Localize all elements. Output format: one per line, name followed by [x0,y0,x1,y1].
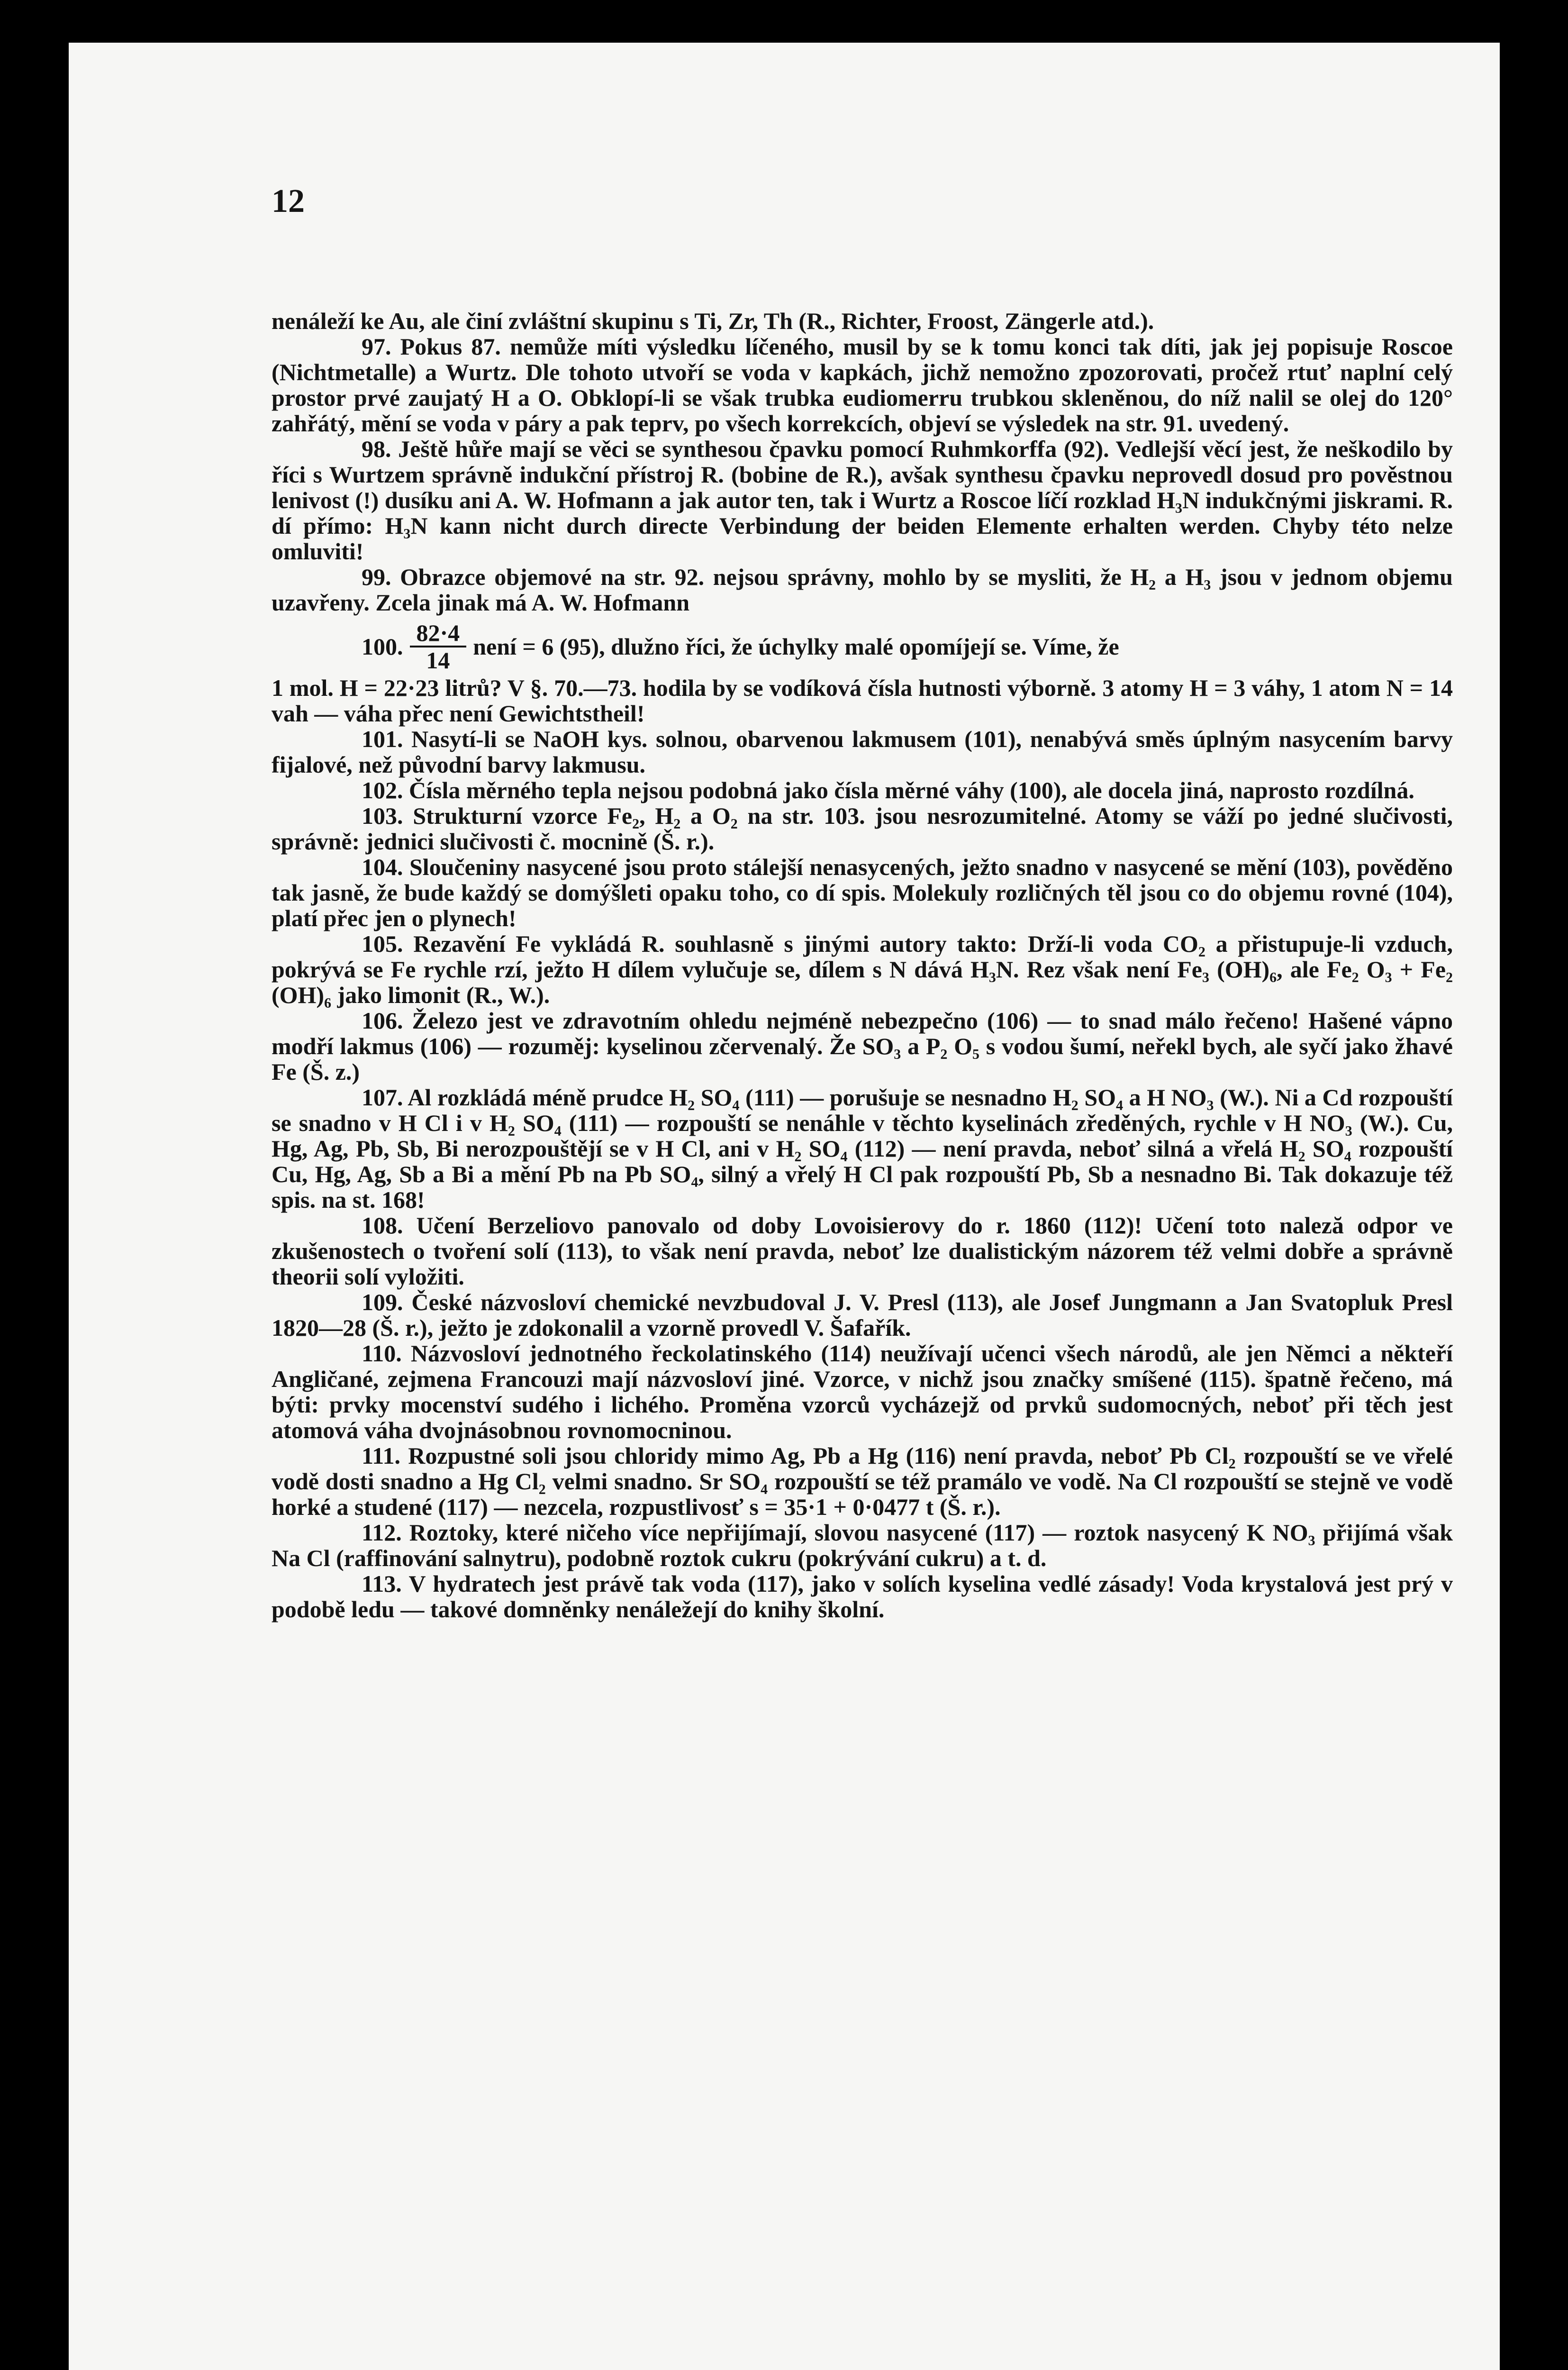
paragraph-100-number: 100. [362,633,403,660]
page-content [272,185,1453,2370]
fraction-denominator: 14 [426,647,450,674]
paragraph-105: 105. Rezavění Fe vykládá R. souhlasně s jinými autory takto: Drží-li voda CO₂ a přistupuje-li vzduch, pokrývá se Fe rychle rzí, ježto H dílem vylučuje se, dílem s N dává H₃N. Rez však není Fe₃ (OH)₆, ale Fe₂ O₃ + Fe₂ (OH)₆ jako limonit (R., W.). [272,930,1453,1008]
paragraph-106: 106. Železo jest ve zdravotním ohledu nejméně nebezpečno (106) — to snad málo řečeno! Hašené vápno modří lakmus (106) — rozuměj: kyselinou zčervenalý. Že SO₃ a P₂ O₅ s vodou šumí, neřekl bych, ale syčí jako žhavé Fe (Š. z.) [272,1007,1453,1085]
fraction [410,620,467,673]
fraction-numerator: 82·4 [410,620,467,647]
paragraph-continued: nenáleží ke Au, ale činí zvláštní skupinu s Ti, Zr, Th (R., Richter, Froost, Zängerle atd.). [272,308,1154,334]
paragraph-112: 112. Roztoky, které ničeho více nepřijímají, slovou nasycené (117) — roztok nasycený K NO₃ přijímá však Na Cl (raffinování salnytru), podobně roztok cukru (pokrývání cukru) a t. d. [272,1519,1453,1571]
paragraph-108: 108. Učení Berzeliovo panovalo od doby Lovoisierovy do r. 1860 (112)! Učení toto naleză odpor ve zkušenostech o tvoření solí (113), to však není pravda, neboť lze dualistickým názorem též velmi dobře a správně theorii solí vyložiti. [272,1212,1453,1290]
page-number: 12 [272,185,305,219]
paragraph-97: 97. Pokus 87. nemůže míti výsledku líčeného, musil by se k tomu konci tak díti, jak jej popisuje Roscoe (Nichtmetalle) a Wurtz. Dle tohoto utvoří se voda v kapkách, jichž nemožno zpozorovati, pročež rtuť naplní celý prostor prvé zaujatý H a O. Obklopí-li se však trubka eudiomerru trubkou skleněnou, do níž nalil se olej do 120° zahřátý, mění se voda v páry a pak teprv, po všech korrekcích, objeví se výsledek na str. 91. uvedený. [272,333,1453,437]
scanned-page [69,43,1500,2370]
paragraph-103: 103. Strukturní vzorce Fe₂, H₂ a O₂ na str. 103. jsou nesrozumitelné. Atomy se váží po jedné slučivosti, správně: jednici slučivosti č. mocnině (Š. r.). [272,802,1453,855]
paragraph-100-text: není = 6 (95), dlužno říci, že úchylky malé opomíjejí se. Víme, že [473,633,1119,660]
paragraph-100-fraction-line [272,620,1453,673]
paragraph-107: 107. Al rozkládá méně prudce H₂ SO₄ (111) — porušuje se nesnadno H₂ SO₄ a H NO₃ (W.). Ni a Cd rozpouští se snadno v H Cl i v H₂ SO₄ (111) — rozpouští se nenáhle v těchto kyselinách zředěných, rychle v H NO₃ (W.). Cu, Hg, Ag, Pb, Sb, Bi nerozpouštějí se v H Cl, ani v H₂ SO₄ (112) — není pravda, neboť silná a vřelá H₂ SO₄ rozpouští Cu, Hg, Ag, Sb a Bi a mění Pb na Pb SO₄, silný a vřelý H Cl pak rozpouští Pb, Sb a nesnadno Bi. Tak dokazuje též spis. na st. 168! [272,1084,1453,1213]
paragraph-98: 98. Ještě hůře mají se věci se synthesou čpavku pomocí Ruhmkorffa (92). Vedlejší věcí jest, že neškodilo by říci s Wurtzem správně indukční přístroj R. (bobine de R.), avšak synthesu čpavku neprovedl dosud pro pověstnou lenivost (!) dusíku ani A. W. Hofmann a jak autor ten, tak i Wurtz a Roscoe líčí rozklad H₃N indukčnými jiskrami. R. dí přímo: H₃N kann nicht durch directe Verbindung der beiden Elemente erhalten werden. Chyby této nelze omluviti! [272,436,1453,565]
paragraph-111: 111. Rozpustné soli jsou chloridy mimo Ag, Pb a Hg (116) není pravda, neboť Pb Cl₂ rozpouští se ve vřelé vodě dosti snadno a Hg Cl₂ velmi snadno. Sr SO₄ rozpouští se též pramálo ve vodě. Na Cl rozpouští se stejně ve vodě horké a studené (117) — nezcela, rozpustlivosť s = 35·1 + 0·0477 t (Š. r.). [272,1442,1453,1520]
paragraph-110: 110. Názvosloví jednotného řeckolatinského (114) neužívají učenci všech národů, ale jen Němci a někteří Angličané, zejmena Francouzi mají názvosloví jiné. Vzorce, v nichž jsou značky smíšené (115). špatně řečeno, má býti: prvky mocenství sudého i lichého. Proměna vzorců vycházejž od prvků sudomocných, neboť při těch jest atomová váha dvojnásobnou rovnomocninou. [272,1340,1453,1443]
paragraph-102: 102. Čísla měrného tepla nejsou podobná jako čísla měrné váhy (100), ale docela jiná, naprosto rozdílná. [362,777,1414,803]
paragraph-109: 109. České názvosloví chemické nevzbudoval J. V. Presl (113), ale Josef Jungmann a Jan Svatopluk Presl 1820—28 (Š. r.), ježto je zdokonalil a vzorně provedl V. Šafařík. [272,1289,1453,1341]
paragraph-104: 104. Sloučeniny nasycené jsou proto stálejší nenasycených, ježto snadno v nasycené se mění (103), pověděno tak jasně, že bude každý se domýšleti opaku toho, co dí spis. Molekuly rozličných těl jsou co do objemu rovné (104), platí přec jen o plynech! [272,854,1453,931]
paragraph-113: 113. V hydratech jest právě tak voda (117), jako v solích kyselina vedlé zásady! Voda krystalová jest prý v podobě ledu — takové domněnky nenáležejí do knihy školní. [272,1570,1453,1623]
paragraph-100-continued: 1 mol. H = 22·23 litrů? V §. 70.—73. hodila by se vodíková čísla hutnosti výborně. 3 atomy H = 3 váhy, 1 atom N = 14 vah — váha přec není Gewichtstheil! [272,675,1453,727]
paragraph-101: 101. Nasytí-li se NaOH kys. solnou, obarvenou lakmusem (101), nenabývá směs úplným nasycením barvy fijalové, než původní barvy lakmusu. [272,726,1453,778]
paragraph-99: 99. Obrazce objemové na str. 92. nejsou správny, mohlo by se mysliti, že H₂ a H₃ jsou v jednom objemu uzavřeny. Zcela jinak má A. W. Hofmann [272,564,1453,616]
